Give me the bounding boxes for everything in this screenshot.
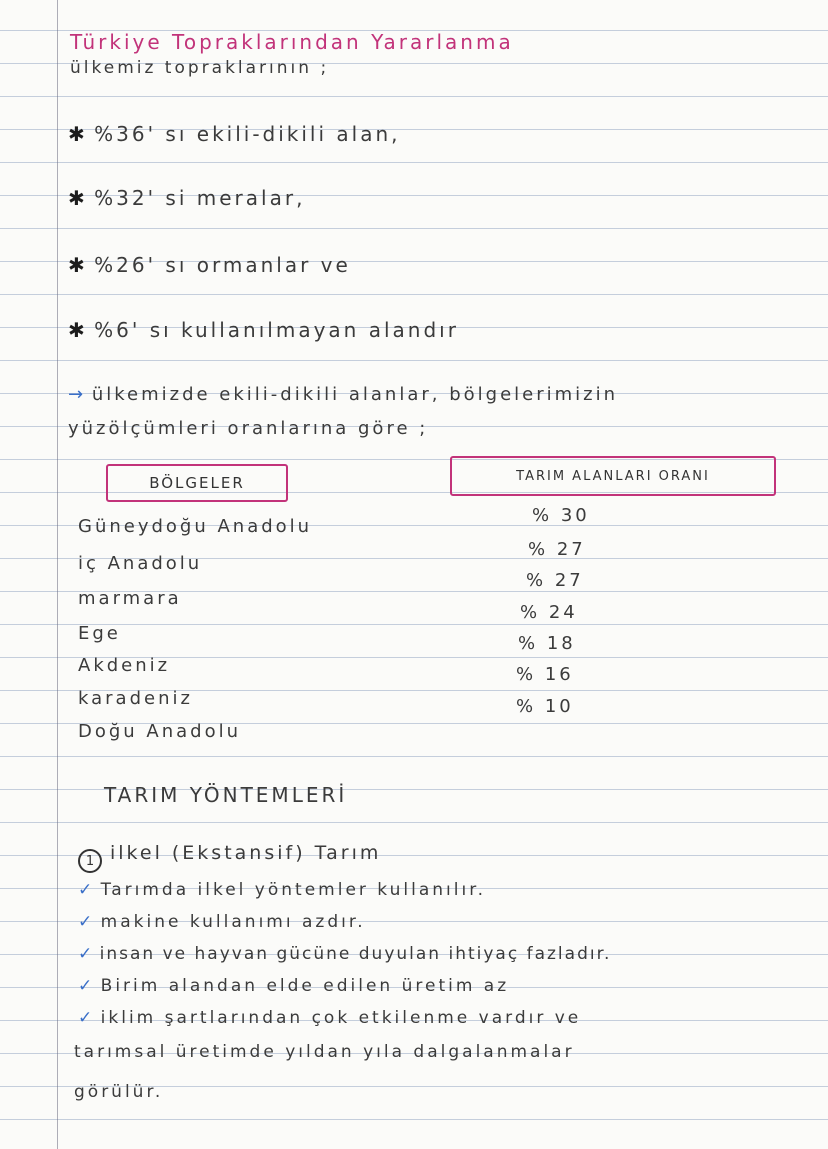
ratio-value: % 24 — [520, 602, 578, 623]
region-name: marmara — [78, 588, 182, 609]
point-item — [78, 976, 509, 996]
point-text: Tarımda ilkel yöntemler kullanılır. — [100, 880, 487, 900]
asterisk-icon: ✱ — [68, 122, 85, 146]
ratio-value: % 18 — [518, 633, 576, 654]
checkmark-icon: ✓ — [78, 1008, 93, 1028]
point-text: insan ve hayvan gücüne duyulan ihtiyaç fazladır. — [99, 944, 612, 964]
continuation-line: tarımsal üretimde yıldan yıla dalgalanmalar — [74, 1042, 575, 1062]
point-text: Birim alandan elde edilen üretim az — [100, 976, 510, 996]
number-badge: 1 — [78, 849, 102, 873]
list-item — [68, 122, 401, 146]
intro-text: ülkemiz topraklarının ; — [70, 58, 330, 78]
point-text: makine kullanımı azdır. — [100, 912, 366, 932]
table-header-ratio: TARIM ALANLARI ORANI — [450, 456, 776, 496]
margin-line — [57, 0, 58, 1149]
region-name: iç Anadolu — [78, 553, 203, 574]
ratio-value: % 16 — [516, 664, 574, 685]
checkmark-icon: ✓ — [78, 912, 93, 932]
asterisk-icon: ✱ — [68, 253, 85, 277]
list-item-text: %26' sı ormanlar ve — [94, 253, 351, 277]
page-title: Türkiye Topraklarından Yararlanma — [70, 30, 514, 54]
checkmark-icon: ✓ — [78, 944, 93, 964]
list-item-text: %6' sı kullanılmayan alandır — [94, 318, 459, 342]
ratio-value: % 27 — [526, 570, 584, 591]
checkmark-icon: ✓ — [78, 880, 93, 900]
point-item — [78, 880, 486, 900]
region-name: Doğu Anadolu — [78, 721, 242, 742]
checkmark-icon: ✓ — [78, 976, 93, 996]
note-line — [68, 384, 618, 405]
region-name: karadeniz — [78, 688, 193, 709]
region-name: Ege — [78, 623, 121, 644]
list-item — [68, 318, 459, 342]
list-item — [68, 186, 305, 210]
point-item — [78, 944, 611, 964]
arrow-right-icon: → — [68, 384, 84, 405]
subsection-title: ilkel (Ekstansif) Tarım — [110, 842, 382, 864]
table-header-regions: BÖLGELER — [106, 464, 288, 502]
ratio-value: % 30 — [532, 505, 590, 526]
ratio-value: % 27 — [528, 539, 586, 560]
ratio-value: % 10 — [516, 696, 574, 717]
point-item — [78, 1008, 581, 1028]
asterisk-icon: ✱ — [68, 186, 85, 210]
list-item-text: %32' si meralar, — [94, 186, 306, 210]
note-line-2: yüzölçümleri oranlarına göre ; — [68, 418, 429, 439]
continuation-line: görülür. — [74, 1082, 164, 1102]
asterisk-icon: ✱ — [68, 318, 85, 342]
note-text: ülkemizde ekili-dikili alanlar, bölgelerimizin — [91, 384, 619, 405]
list-item-text: %36' sı ekili-dikili alan, — [94, 122, 401, 146]
point-text: iklim şartlarından çok etkilenme vardır ve — [100, 1008, 582, 1028]
region-name: Akdeniz — [78, 655, 171, 676]
region-name: Güneydoğu Anadolu — [78, 516, 313, 537]
section-title: TARIM YÖNTEMLERİ — [104, 783, 348, 807]
point-item — [78, 912, 366, 932]
list-item — [68, 253, 351, 277]
